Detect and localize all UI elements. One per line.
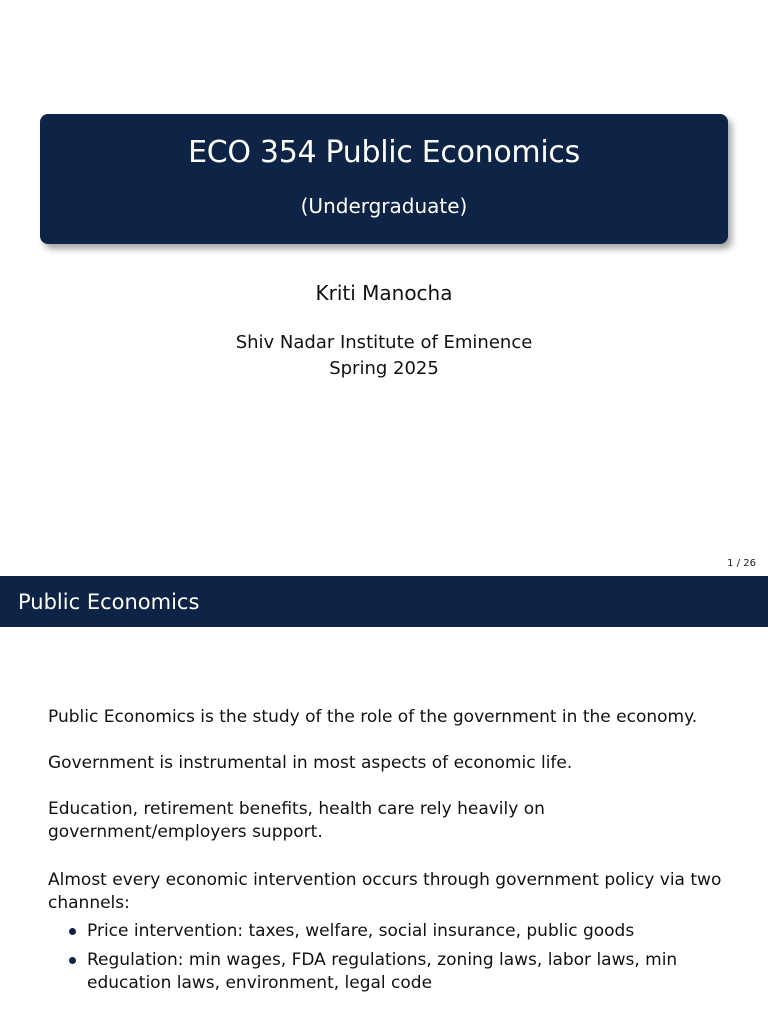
list-item: [66, 920, 706, 943]
bullet-dot-icon: [69, 957, 76, 964]
bullet-list: [66, 920, 706, 1001]
slide-title: ECO 354 Public Economics: [188, 135, 580, 170]
paragraph-instrumental: Government is instrumental in most aspects of economic life.: [48, 753, 573, 773]
bullet-text: Regulation: min wages, FDA regulations, zoning laws, labor laws, min education laws, environment, legal code: [87, 950, 678, 993]
institute-name: Shiv Nadar Institute of Eminence: [235, 332, 533, 353]
frame-title: Public Economics: [0, 576, 768, 627]
content-slide: [0, 576, 768, 1024]
paragraph-support: Education, retirement benefits, health care rely heavily on government/employers support.: [48, 799, 545, 842]
title-box: [40, 114, 728, 244]
bullet-text: Price intervention: taxes, welfare, social insurance, public goods: [87, 921, 635, 941]
list-item: [66, 949, 706, 995]
page-number: 1 / 26: [727, 558, 756, 569]
paragraph-definition: Public Economics is the study of the role of the government in the economy.: [48, 707, 698, 727]
term-label: Spring 2025: [329, 358, 439, 379]
author-name: Kriti Manocha: [315, 281, 453, 305]
slide-subtitle: (Undergraduate): [300, 194, 468, 218]
bullet-dot-icon: [69, 928, 76, 935]
paragraph-channels: Almost every economic intervention occurs through government policy via two channels:: [48, 870, 722, 913]
